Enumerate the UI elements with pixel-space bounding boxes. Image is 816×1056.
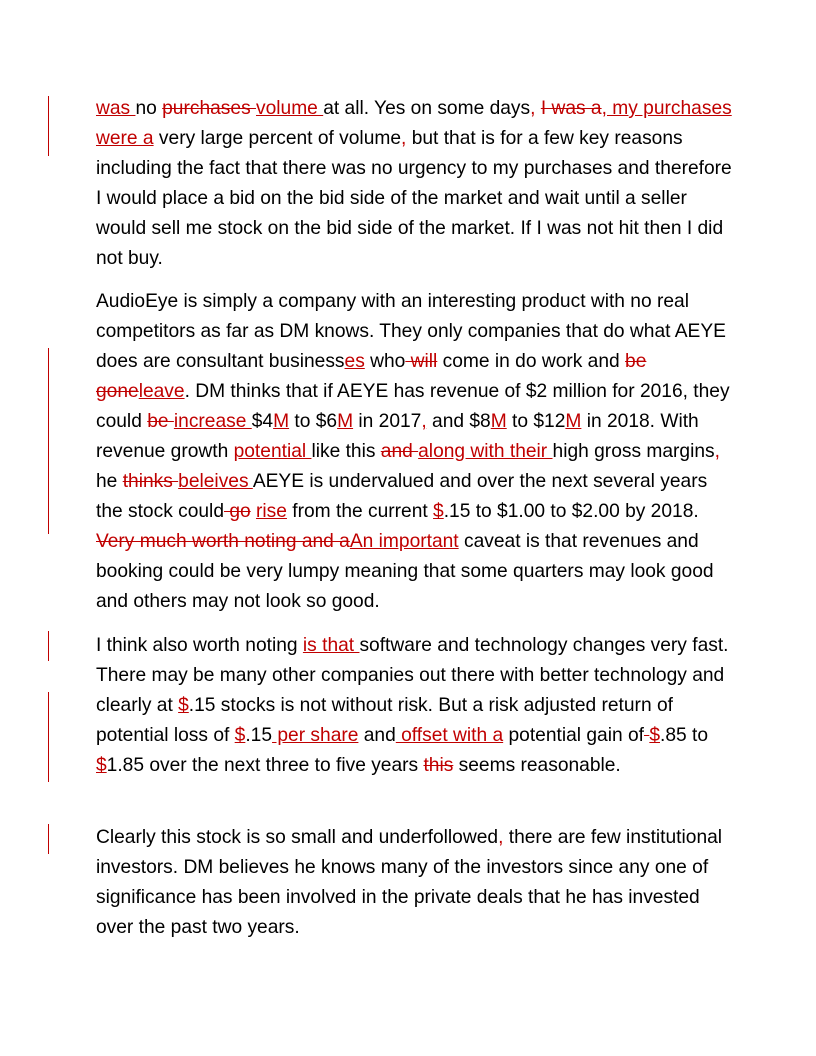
inserted-text: volume (256, 98, 324, 119)
change-bar (48, 96, 49, 156)
inserted-text: was (96, 98, 136, 119)
body-text: and (358, 725, 396, 746)
paragraph-investors (96, 823, 736, 943)
deleted-text: will (405, 351, 438, 372)
body-text: to $12 (506, 411, 566, 432)
body-text: AudioEye is simply a company with an interesting product with no real competitors as far as DM knows. They only companies that do what AEYE does are consultant business (96, 291, 726, 372)
inserted-text: $ (234, 725, 246, 746)
body-text: very large percent of volume (153, 128, 402, 149)
inserted-text: M (273, 411, 290, 432)
deleted-text: Very much worth noting and a (96, 531, 350, 552)
paragraph-audioeye-outlook (96, 287, 736, 617)
body-text: .15 (245, 725, 273, 746)
inserted-text: es (344, 351, 365, 372)
inserted-text: potential (233, 441, 312, 462)
deleted-text: and (380, 441, 419, 462)
body-text: $4 (251, 411, 274, 432)
inserted-text: , (714, 441, 720, 462)
body-text: 1.85 over the next three to five years (106, 755, 424, 776)
body-text: I think also worth noting (96, 635, 303, 656)
deleted-text: this (423, 755, 454, 776)
deleted-text: be (147, 411, 174, 432)
body-text: come in do work and (437, 351, 626, 372)
inserted-text: M (565, 411, 582, 432)
inserted-text: , (498, 827, 504, 848)
deleted-text: be gone (96, 351, 647, 402)
body-text: in 2017 (353, 411, 422, 432)
body-text: to $6 (289, 411, 338, 432)
body-text: and $8 (426, 411, 491, 432)
body-text: at all. Yes on some days (323, 98, 531, 119)
body-text: . DM thinks that if AEYE has revenue of $2 million for 2016, they could (96, 381, 730, 432)
deleted-text: go (224, 501, 251, 522)
inserted-text: , (401, 128, 407, 149)
body-text: caveat is that revenues and booking could be very lumpy meaning that some quarters may look good and others may not look so good. (96, 531, 714, 612)
body-text: seems reasonable. (453, 755, 621, 776)
paragraph-purchases (96, 94, 736, 274)
body-text: .15 stocks is not without risk. But a risk adjusted return of potential loss of (96, 695, 673, 746)
body-text: like this (311, 441, 381, 462)
body-text: there are few institutional investors. DM believes he knows many of the investors since any one of significance has been involved in the private deals that he has invested over the past two years. (96, 827, 723, 938)
inserted-text: offset with a (395, 725, 504, 746)
body-text: potential gain of (503, 725, 644, 746)
change-bar (48, 348, 49, 534)
inserted-text: $ (178, 695, 189, 716)
body-text: who (364, 351, 406, 372)
body-text: in 2018. With revenue growth (96, 411, 699, 462)
body-text: AEYE is undervalued and over the next several years the stock could (96, 471, 708, 522)
inserted-text: increase (173, 411, 252, 432)
body-text: from the current (286, 501, 434, 522)
inserted-text: per share (272, 725, 359, 746)
inserted-text: leave (138, 381, 185, 402)
inserted-text: along with their (418, 441, 553, 462)
deleted-text: thinks (122, 471, 179, 492)
inserted-text: beleives (178, 471, 253, 492)
change-bar (48, 824, 49, 854)
inserted-text: M (490, 411, 507, 432)
inserted-text: is that (302, 635, 360, 656)
inserted-text: An important (349, 531, 459, 552)
inserted-text: M (337, 411, 354, 432)
inserted-text: $ (649, 725, 660, 746)
inserted-text: $ (96, 755, 107, 776)
body-text: he (96, 471, 123, 492)
body-text: no (135, 98, 163, 119)
body-text: software and technology changes very fast. There may be many other companies out there with better technology and clearly at (96, 635, 729, 716)
body-text: .15 to $1.00 to $2.00 by 2018. (443, 501, 699, 522)
inserted-text: , my purchases were a (96, 98, 732, 149)
inserted-text: , (421, 411, 427, 432)
deleted-text: I was a (540, 98, 602, 119)
body-text: high gross margins (552, 441, 715, 462)
body-text: .85 to (660, 725, 709, 746)
paragraph-risk (96, 631, 736, 781)
change-bar (48, 692, 49, 782)
body-text: but that is for a few key reasons including the fact that there was no urgency to my purchases and therefore I would place a bid on the bid side of the market and wait until a seller would sell me stock on the bid side of the market. If I was not hit then I did not buy. (96, 128, 732, 269)
inserted-text: , (530, 98, 536, 119)
inserted-text: rise (256, 501, 287, 522)
inserted-text: $ (433, 501, 444, 522)
body-text: Clearly this stock is so small and underfollowed (96, 827, 499, 848)
change-bar (48, 631, 49, 661)
deleted-text: purchases (162, 98, 256, 119)
